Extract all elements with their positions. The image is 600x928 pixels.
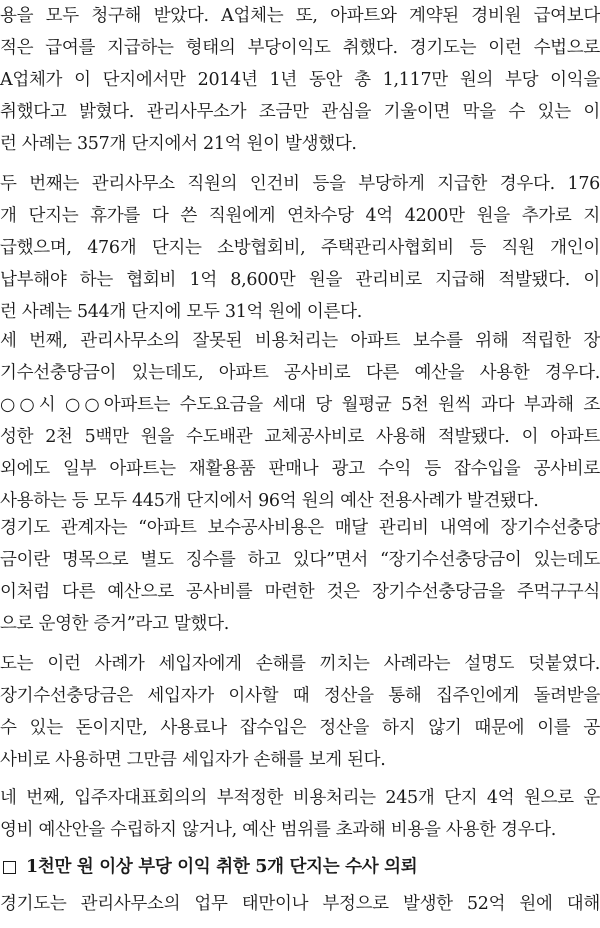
text-line: 기수선충당금이 있는데도, 아파트 공사비로 다른 예산을 사용한 경우다. <box>0 363 600 383</box>
paragraph-1 <box>0 0 600 160</box>
text-line: 용을 모두 청구해 받았다. A업체는 또, 아파트와 계약된 경비원 급여보다 <box>0 6 600 26</box>
text-line: 경기도 관계자는 “아파트 보수공사비용은 매달 관리비 내역에 장기수선충당 <box>0 518 600 538</box>
text-line: 금이란 명목으로 별도 징수를 하고 있다”면서 “장기수선충당금이 있는데도 <box>0 550 600 570</box>
paragraph-6 <box>0 782 600 846</box>
paragraph-2 <box>0 168 600 328</box>
text-line: 장기수선충당금은 세입자가 이사할 때 정산을 통해 집주인에게 돌려받을 <box>0 686 600 706</box>
text-line: 급했으며, 476개 단지는 소방협회비, 주택관리사협회비 등 직원 개인이 <box>0 238 600 258</box>
section-heading-text: 1천만 원 이상 부당 이익 취한 5개 단지는 수사 의뢰 <box>26 857 418 877</box>
text-line: 납부해야 하는 협회비 1억 8,600만 원을 관리비로 지급해 적발됐다. 이 <box>0 270 600 290</box>
text-line: 런 사례는 357개 단지에서 21억 원이 발생했다. <box>0 134 357 154</box>
text-line: 적은 급여를 지급하는 형태의 부당이익도 취했다. 경기도는 이런 수법으로 <box>0 38 600 58</box>
text-line: 경기도는 관리사무소의 업무 태만이나 부정으로 발생한 52억 원에 대해 <box>0 894 600 914</box>
text-line: 런 사례는 544개 단지에 모두 31억 원에 이른다. <box>0 302 362 322</box>
paragraph-4 <box>0 512 600 640</box>
paragraph-5 <box>0 648 600 776</box>
text-line: 두 번째는 관리사무소 직원의 인건비 등을 부당하게 지급한 경우다. 176 <box>0 174 600 194</box>
square-bullet-icon <box>3 861 16 874</box>
text-line: 네 번째, 입주자대표회의의 부적정한 비용처리는 245개 단지 4억 원으로 운 <box>0 788 600 808</box>
text-line: ○○시 ○○아파트는 수도요금을 세대 당 월평균 5천 원씩 과다 부과해 조 <box>0 395 600 415</box>
text-line: 취했다고 밝혔다. 관리사무소가 조금만 관심을 기울이면 막을 수 있는 이 <box>0 102 600 122</box>
paragraph-7 <box>0 888 600 920</box>
text-line: 성한 2천 5백만 원을 수도배관 교체공사비로 사용해 적발됐다. 이 아파트 <box>0 427 600 447</box>
text-line: 세 번째, 관리사무소의 잘못된 비용처리는 아파트 보수를 위해 적립한 장 <box>0 331 600 351</box>
text-line: 외에도 일부 아파트는 재활용품 판매나 광고 수익 등 잡수입을 공사비로 <box>0 459 600 479</box>
section-heading <box>0 850 600 884</box>
text-line: 수 있는 돈이지만, 사용료나 잡수입은 정산을 하지 않기 때문에 이를 공 <box>0 718 600 738</box>
text-line: 으로 운영한 증거”라고 말했다. <box>0 614 229 634</box>
text-line: 사용하는 등 모두 445개 단지에서 96억 원의 예산 전용사례가 발견됐다. <box>0 491 539 511</box>
text-line: 사비로 사용하면 그만큼 세입자가 손해를 보게 된다. <box>0 750 386 770</box>
text-line: 이처럼 다른 예산으로 공사비를 마련한 것은 장기수선충당금을 주먹구구식 <box>0 582 600 602</box>
text-line: 영비 예산안을 수립하지 않거나, 예산 범위를 초과해 비용을 사용한 경우다. <box>0 820 557 840</box>
text-line: A업체가 이 단지에서만 2014년 1년 동안 총 1,117만 원의 부당 이익을 <box>0 70 600 90</box>
paragraph-3 <box>0 325 600 517</box>
text-line: 개 단지는 휴가를 다 쓴 직원에게 연차수당 4억 4200만 원을 추가로 지 <box>0 206 600 226</box>
text-line: 도는 이런 사례가 세입자에게 손해를 끼치는 사례라는 설명도 덧붙였다. <box>0 654 600 674</box>
